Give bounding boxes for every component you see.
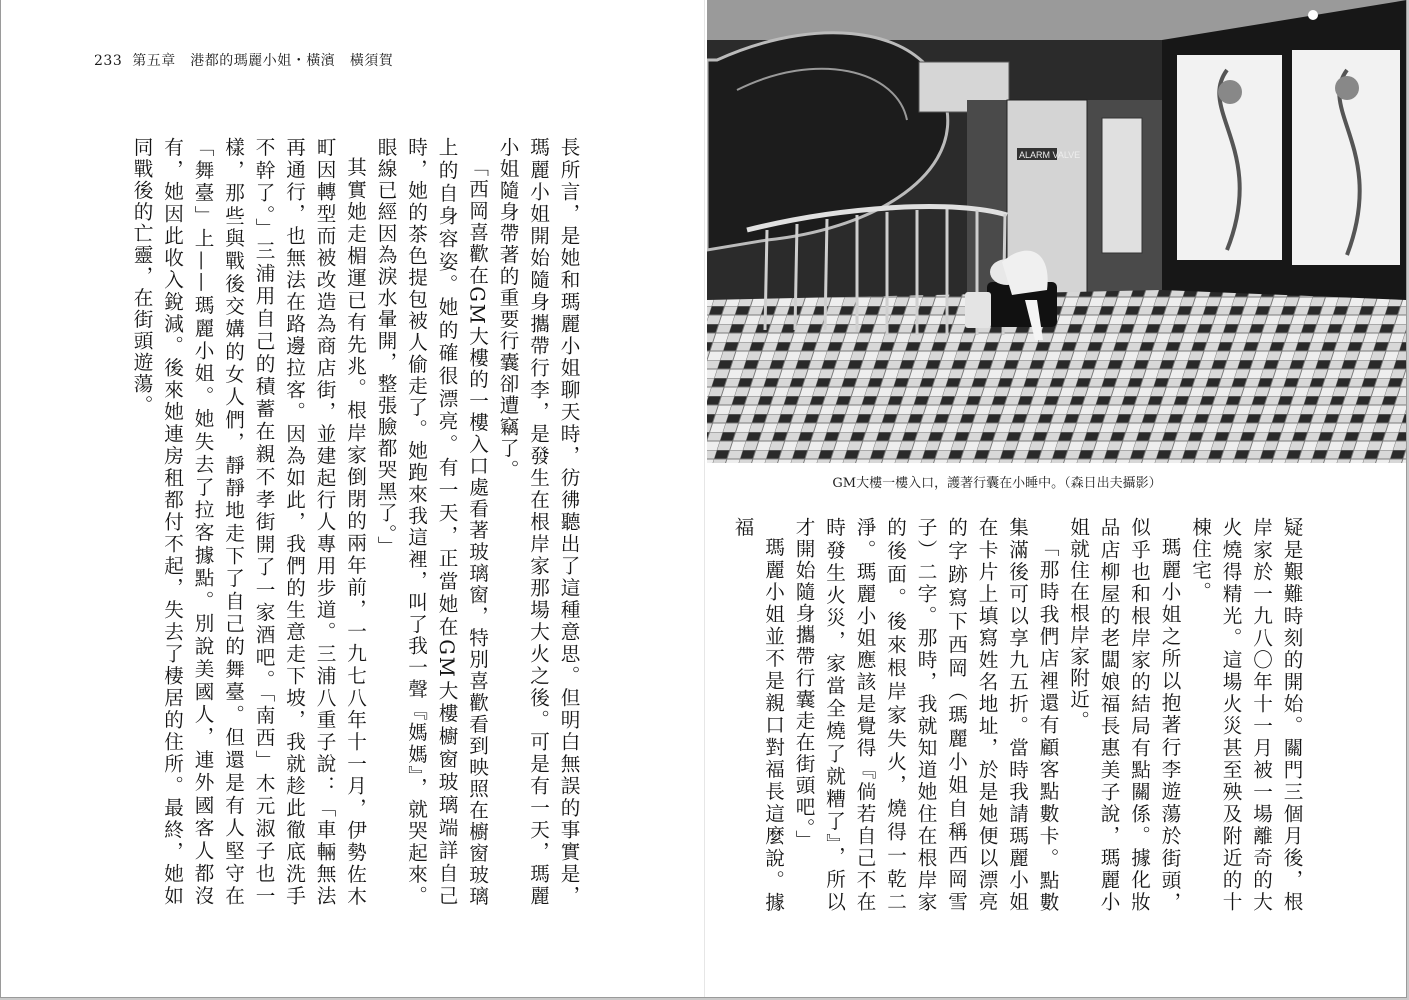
right-paragraph-4: 瑪麗小姐並不是親口對福長這麼說。據福 <box>731 517 785 913</box>
left-paragraph-2: 「西岡喜歡在GM大樓的一樓入口處看著玻璃窗，特別喜歡看到映照在櫥窗玻璃上的自身容姿。她的確很漂亮。有一天，正當她在GM大樓櫥窗玻璃端詳自己時，她的茶色提包被人偷走了。她跑來我這裡，叫了我一聲『媽媽』，就哭起來。眼線已經因為淚水暈開，整張臉都哭黑了。」 <box>374 137 489 907</box>
running-header <box>94 50 393 70</box>
chapter-title: 第五章 港都的瑪麗小姐・橫濱 橫須賀 <box>132 53 394 69</box>
photo-caption: GM大樓一樓入口，護著行囊在小睡中。（森日出夫攝影） <box>832 476 1162 491</box>
left-page-text <box>130 137 583 907</box>
book-spread <box>1 0 1406 997</box>
left-paragraph-1: 長所言，是她和瑪麗小姐聊天時，彷彿聽出了這種意思。但明白無誤的事實是，瑪麗小姐開始隨身攜帶行李，是發生在根岸家那場大火之後。可是有一天，瑪麗小姐隨身帶著的重要行囊卻遭竊了。 <box>496 137 580 907</box>
photograph <box>707 0 1406 463</box>
right-paragraph-1: 疑是艱難時刻的開始。關門三個月後，根岸家於一九八〇年十一月被一場離奇的大火燒得精光。這場火災甚至殃及附近的十棟住宅。 <box>1188 517 1303 913</box>
right-page-text <box>731 517 1306 913</box>
right-paragraph-3: 「那時我們店裡還有顧客點數卡。點數集滿後可以享九五折。當時我請瑪麗小姐在卡片上填寫姓名地址，於是她便以漂亮的字跡寫下西岡（瑪麗小姐自稱西岡雪子）二字。那時，我就知道她住在根岸家的後面。後來根岸家失火，燒得一乾二淨。瑪麗小姐應該是覺得『倘若自己不在時發生火災，家當全燒了就糟了』，所以才開始隨身攜帶行囊走在街頭吧。」 <box>792 517 1059 913</box>
page-corner-mark <box>1308 10 1318 20</box>
page-number: 233 <box>94 53 123 69</box>
right-paragraph-2: 瑪麗小姐之所以抱著行李遊蕩於街頭，似乎也和根岸家的結局有點關係。據化妝品店柳屋的老闆娘福長惠美子說，瑪麗小姐就住在根岸家附近。 <box>1066 517 1181 913</box>
left-paragraph-3: 其實她走楣運已有先兆。根岸家倒閉的兩年前，一九七八年十一月，伊勢佐木町因轉型而被改造為商店街，並建起行人專用步道。三浦八重子說：「車輛無法再通行，也無法在路邊拉客。因為如此，我們的生意走下坡，我就趁此徹底洗手不幹了。」三浦用自己的積蓄在親不孝街開了一家酒吧。「南西」木元淑子也一樣，那些與戰後交媾的女人們，靜靜地走下了自己的舞臺。但還是有人堅守在「舞臺」上——瑪麗小姐。她失去了拉客據點。別說美國人，連外國客人都沒有，她因此收入銳減。後來她連房租都付不起，失去了棲居的住所。最終，她如同戰後的亡靈，在街頭遊蕩。 <box>130 137 367 907</box>
alarm-valve-sign: ALARM VALVE <box>1019 150 1081 160</box>
page-fold <box>704 0 705 997</box>
photo-illustration <box>707 0 1406 463</box>
